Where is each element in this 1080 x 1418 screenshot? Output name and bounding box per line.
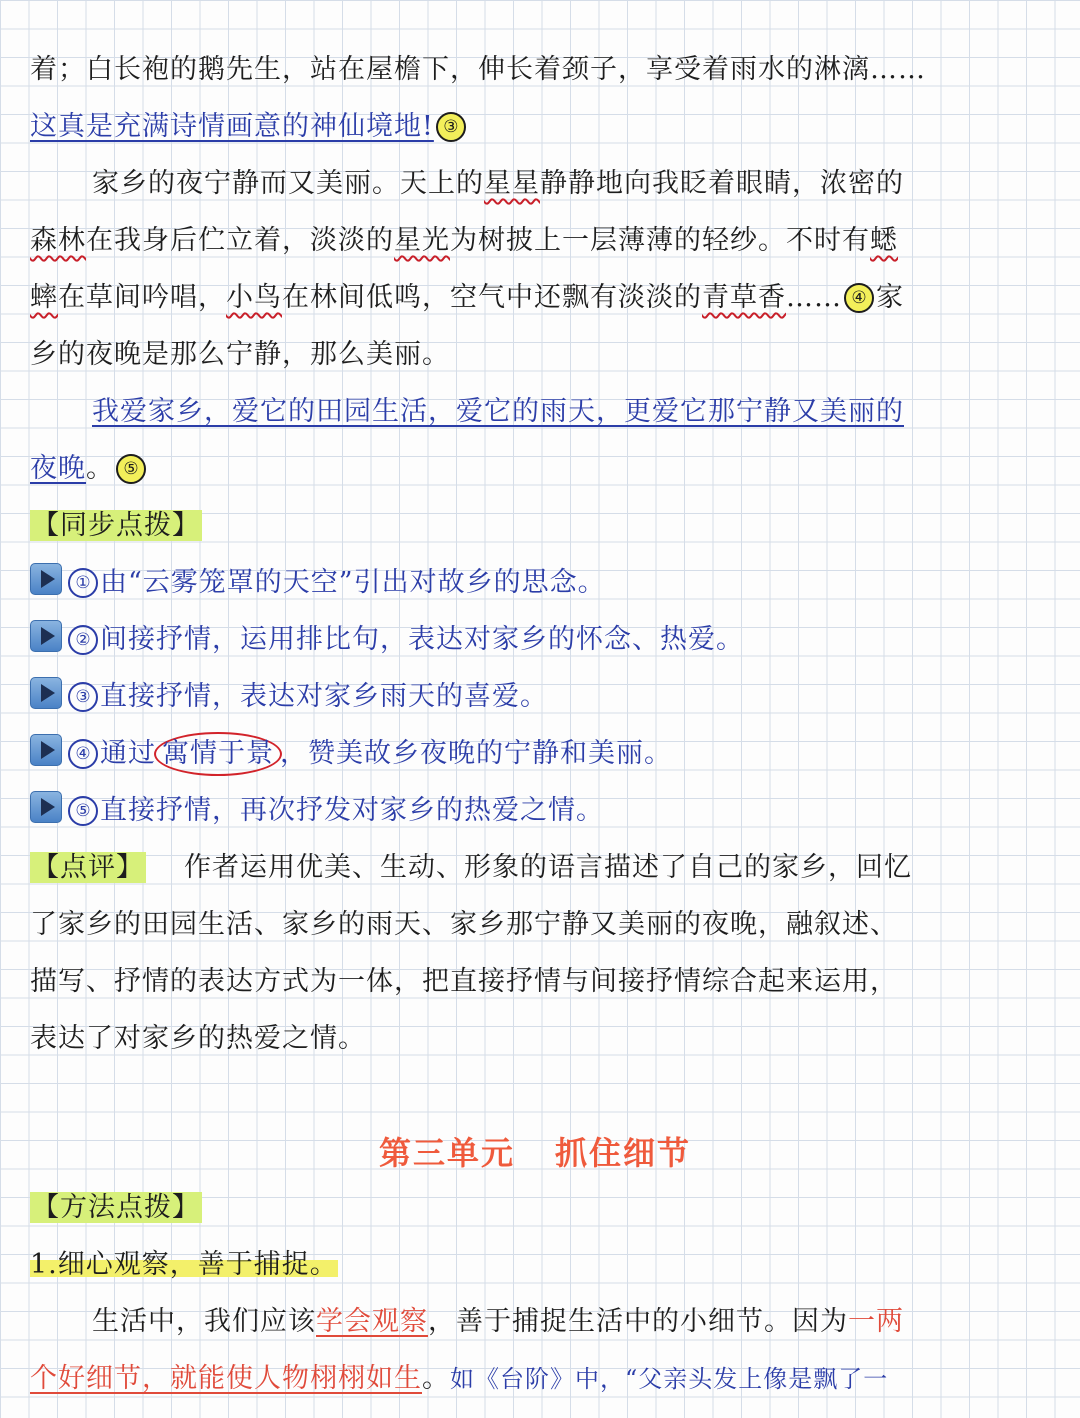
text: 作者运用优美、生动、形象的语言描述了自己的家乡，回忆 [184,852,912,883]
list-item-text: 直接抒情，表达对家乡雨天的喜爱。 [100,681,548,712]
text: 静静地向我眨着眼睛，浓密的 [540,168,904,199]
text: 表达了对家乡的热爱之情。 [30,1023,366,1054]
text-line [30,962,1040,1002]
text: ，善于捕捉生活中的小细节。因为 [428,1306,848,1337]
text: 着；白长袍的鹅先生，站在屋檐下，伸长着颈子，享受着雨水的淋漓…… [30,54,926,85]
text: …… [786,282,842,313]
text-line [30,1245,1040,1285]
section-tag-line [30,506,1040,546]
text: 。 [422,1363,450,1394]
wavy-keyword: 星星 [484,168,540,199]
unit-title: 第三单元 [378,1134,515,1172]
blue-text: 如《台阶》中，“父亲头发上像是飘了一 [450,1365,889,1393]
list-item-text: ，赞美故乡夜晚的宁静和美丽。 [280,738,672,769]
wavy-keyword: 森林 [30,225,86,256]
play-icon [30,677,62,709]
marker-number: ④ [844,283,874,313]
text-line [30,164,1080,204]
wavy-keyword: 小鸟 [226,282,282,313]
underlined-sentence: 我爱家乡，爱它的田园生活，爱它的雨天，更爱它那宁静又美丽的 [92,396,904,427]
highlighted-point: 1.细心观察，善于捕捉。 [30,1249,338,1280]
text-line [30,449,1040,489]
list-item-text: 直接抒情，再次抒发对家乡的热爱之情。 [100,795,604,826]
marker-number: ③ [436,112,466,142]
wavy-keyword: 青草香 [702,282,786,313]
sync-tag: 【同步点拨】 [32,510,200,541]
text: 描写、抒情的表达方式为一体，把直接抒情与间接抒情综合起来运用， [30,966,898,997]
list-item-text: 通过 [100,738,156,769]
wavy-keyword: 蟋 [870,225,898,256]
marker-number: ⑤ [68,796,98,826]
method-tag: 【方法点拨】 [32,1192,200,1223]
text: 了家乡的田园生活、家乡的雨天、家乡那宁静又美丽的夜晚，融叙述、 [30,909,898,940]
text: 乡的夜晚是那么宁静，那么美丽。 [30,339,450,370]
list-item [30,620,1040,660]
section-tag-line [30,1188,1040,1228]
list-item-text: 由“云雾笼罩的天空”引出对故乡的思念。 [100,567,606,598]
text-line [30,1359,1040,1399]
unit-heading [30,1128,1040,1174]
play-icon [30,620,62,652]
marker-number: ① [68,568,98,598]
review-tag: 【点评】 [32,852,144,883]
text: 在草间吟唱， [58,282,226,313]
text-line [30,50,1040,90]
marker-number: ② [68,625,98,655]
play-icon [30,734,62,766]
list-item-text: 间接抒情，运用排比句，表达对家乡的怀念、热爱。 [100,624,744,655]
text-line [30,221,1040,261]
marker-number: ③ [68,682,98,712]
text-line [30,1019,1040,1059]
text-line [30,107,1040,147]
text: 家 [876,282,904,313]
text-line [30,392,1080,432]
underlined-keyword: 学会观察 [316,1306,428,1337]
text: 生活中，我们应该 [92,1306,316,1337]
wavy-keyword: 蟀 [30,282,58,313]
marker-number: ⑤ [116,454,146,484]
wavy-keyword: 星光 [394,225,450,256]
text: 在我身后伫立着，淡淡的 [86,225,394,256]
text-line [30,905,1040,945]
list-item [30,677,1040,717]
underlined-sentence: 这真是充满诗情画意的神仙境地! [30,111,434,142]
list-item [30,791,1040,831]
underlined-keyword: 个好细节，就能使人物栩栩如生 [30,1363,422,1394]
text-line [30,1302,1080,1342]
text: 在林间低鸣，空气中还飘有淡淡的 [282,282,702,313]
play-icon [30,791,62,823]
unit-subtitle: 抓住细节 [555,1134,692,1172]
play-icon [30,563,62,595]
list-item [30,734,1040,774]
text-line [30,278,1040,318]
red-text: 一两 [848,1306,904,1337]
text-line [30,848,1040,888]
text: 家乡的夜宁静而又美丽。天上的 [92,168,484,199]
text: 。 [86,453,114,484]
list-item [30,563,1040,603]
text-line [30,335,1040,375]
marker-number: ④ [68,739,98,769]
circled-keyword: 寓情于景 [154,732,282,776]
text: 为树披上一层薄薄的轻纱。不时有 [450,225,870,256]
underlined-sentence: 夜晚 [30,453,86,484]
